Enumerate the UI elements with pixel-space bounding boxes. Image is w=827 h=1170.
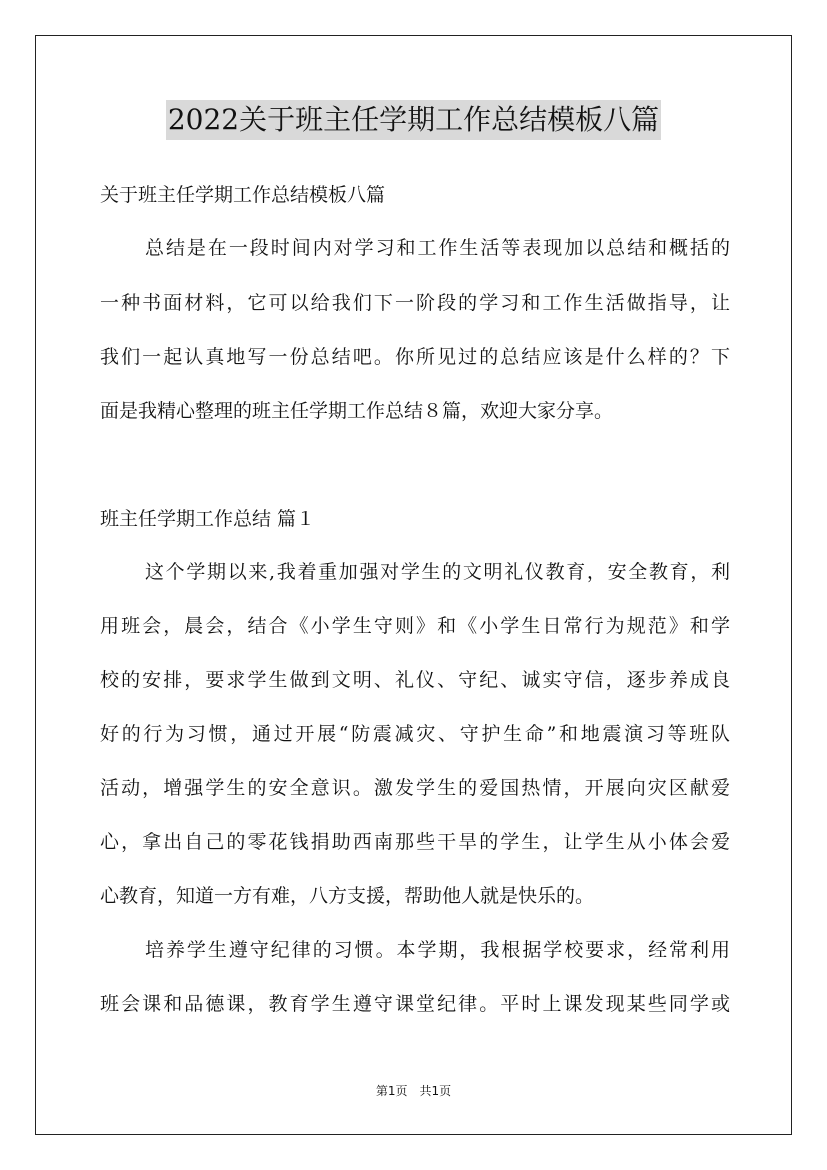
para1-line-3: 校的安排，要求学生做到文明、礼仪、守纪、诚实守信，逐步养成良 xyxy=(100,669,730,691)
subtitle: 关于班主任学期工作总结模板八篇 xyxy=(100,184,386,206)
title-container xyxy=(0,100,827,140)
intro-line-1: 总结是在一段时间内对学习和工作生活等表现加以总结和概括的 xyxy=(145,237,730,259)
para1-line-6: 心，拿出自己的零花钱捐助西南那些干旱的学生，让学生从小体会爱 xyxy=(100,831,730,853)
intro-line-3: 我们一起认真地写一份总结吧。你所见过的总结应该是什么样的？下 xyxy=(100,346,730,368)
document-title: 2022关于班主任学期工作总结模板八篇 xyxy=(166,100,661,140)
para2-line-2: 班会课和品德课，教育学生遵守课堂纪律。平时上课发现某些同学或 xyxy=(100,993,730,1015)
para2-line-1: 培养学生遵守纪律的习惯。本学期，我根据学校要求，经常利用 xyxy=(145,939,730,961)
para1-line-5: 活动，增强学生的安全意识。激发学生的爱国热情，开展向灾区献爱 xyxy=(100,777,730,799)
intro-line-2: 一种书面材料，它可以给我们下一阶段的学习和工作生活做指导，让 xyxy=(100,292,730,314)
para1-line-7: 心教育，知道一方有难，八方支援，帮助他人就是快乐的。 xyxy=(100,885,595,907)
page-number-footer: 第1页 共1页 xyxy=(375,1084,452,1098)
para1-line-2: 用班会，晨会，结合《小学生守则》和《小学生日常行为规范》和学 xyxy=(100,615,730,637)
para1-line-4: 好的行为习惯，通过开展“防震减灾、守护生命”和地震演习等班队 xyxy=(100,723,730,745)
intro-line-4: 面是我精心整理的班主任学期工作总结８篇，欢迎大家分享。 xyxy=(100,400,614,422)
para1-line-1: 这个学期以来,我着重加强对学生的文明礼仪教育，安全教育，利 xyxy=(145,561,730,583)
section-heading: 班主任学期工作总结 篇１ xyxy=(100,508,316,530)
